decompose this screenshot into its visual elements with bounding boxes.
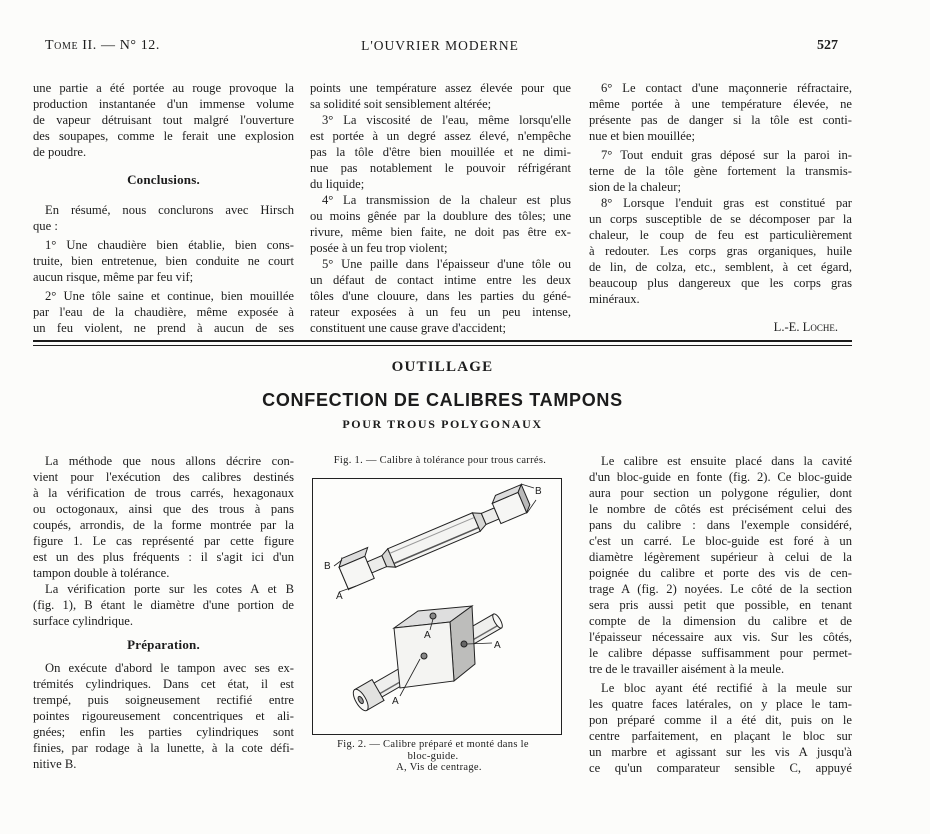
text-line: 2° Une tôle saine et continue, bien mouillée [45, 289, 294, 303]
volume-issue: Tome II. — N° 12. [45, 38, 161, 53]
text-line: poignée du calibre et porte des vis de cen- [589, 566, 852, 580]
text-line: est un des plus fréquents : il s'agit ici d'un [33, 550, 294, 564]
text-line: nitive B. [33, 757, 77, 771]
text-line: centre parfaitement, en plaçant le bloc sur [589, 729, 852, 743]
text-line: sa solidité soit sensiblement altérée; [310, 97, 492, 111]
text-line: par l'eau de la chaudière, même exposée à [33, 305, 294, 319]
text-line: diamètre légèrement supérieur à celui de la [589, 550, 852, 564]
paragraph [310, 112, 571, 192]
paragraph [33, 237, 294, 285]
journal-title: L'OUVRIER MODERNE [361, 38, 519, 53]
text-line: terne de la tôle gène fortement la transmis- [589, 164, 852, 178]
paragraph [33, 660, 294, 772]
text-line: que : [33, 219, 58, 233]
heading-preparation: Préparation. [127, 637, 200, 652]
text-line: est portée à un degré assez élevé, n'empêche [310, 129, 571, 143]
fig1-label-b-left: B [324, 561, 331, 572]
text-line: trempé, puis soigneusement rectifié entre [33, 693, 294, 707]
text-line: c'est un carré. Le bloc-guide est foré à un [589, 534, 852, 548]
paragraph [33, 453, 294, 581]
paragraph [589, 147, 852, 195]
text-line: compte de la dimension du calibre et de [589, 614, 852, 628]
text-line: d'un bloc-guide en fonte (fig. 2). Ce bloc-guide [589, 470, 852, 484]
fig2-label-a-right: A [494, 640, 501, 651]
fig1-caption: Fig. 1. — Calibre à tolérance pour trous carrés. [333, 455, 547, 466]
prev-article-column-3 [589, 80, 852, 335]
centering-screw [461, 641, 467, 647]
text-line: gnées; enfin les parties cylindriques sont [33, 725, 294, 739]
text-line: truite, bien entretenue, bien conduite ne court [33, 254, 294, 268]
text-line: Le calibre est ensuite placé dans la cavité [601, 454, 852, 468]
text-line: 7° Tout enduit gras déposé sur la paroi in- [601, 148, 852, 162]
text-line: de poudre. [33, 145, 87, 159]
text-line: La méthode que nous allons décrire con- [45, 454, 294, 468]
article-subtitle: POUR TROUS POLYGONAUX [342, 417, 543, 431]
paragraph [310, 256, 571, 336]
text-line: du liquide; [310, 177, 365, 191]
text-line: ou octogonaux, ainsi que des trous à pans [33, 502, 294, 516]
text-line: un feu violent, ne prend à aucun de ses [33, 321, 294, 335]
text-line: présente pas de danger si la tôle est conti- [589, 113, 852, 127]
text-line: surface cylindrique. [33, 614, 134, 628]
text-line: 5° Une paille dans l'épaisseur d'une tôle ou [322, 257, 571, 271]
paragraph [33, 288, 294, 336]
text-line: tre de le travailler aisément à la meule. [589, 662, 785, 676]
paragraph [33, 80, 294, 160]
text-line: minéraux. [589, 292, 640, 306]
text-line: trage A (fig. 2) noyées. Le côté de la section [589, 582, 852, 596]
text-line: 6° Le contact d'une maçonnerie réfractaire, [601, 81, 852, 95]
text-line: Le bloc ayant été rectifié à la meule sur [601, 681, 852, 695]
article-column-1 [33, 453, 294, 772]
text-line: sera pris aussi petit que possible, en tenant [589, 598, 852, 612]
paragraph [589, 680, 852, 776]
separator-rule-thin [33, 345, 852, 346]
text-line: nue pas notablement le pouvoir réfrigérant [310, 161, 571, 175]
text-line: 8° Lorsque l'enduit gras est constitué par [601, 196, 852, 210]
prev-article-column-2 [310, 80, 571, 336]
text-line: production instantanée d'un immense volume [33, 97, 294, 111]
text-line: chaleur, le coup de feu est particulièrement [589, 228, 852, 242]
fig2-caption [308, 739, 558, 774]
text-line: rivure, même bien faite, ne doit pas être ex- [310, 225, 571, 239]
text-line: à la vérification de trous carrés, hexagonaux [33, 486, 294, 500]
text-line: l'épaisseur nécessaire aux vis. Sur les côtés, [589, 630, 852, 644]
text-line: pas la tôle d'être bien mouillée et ne dimi- [310, 145, 571, 159]
paragraph [589, 80, 852, 144]
text-line: ou moins gênée par la doublure des tôles; une [310, 209, 571, 223]
fig2-caption-legend: A, Vis de centrage. [396, 762, 482, 773]
text-line: rateur exposées à un feu un peu intense, [310, 305, 571, 319]
fig1-label-b-top: B [535, 486, 542, 497]
text-line: 3° La viscosité de l'eau, même lorsqu'elle [322, 113, 571, 127]
paragraph [310, 80, 571, 112]
text-line: pointes rigoureusement concentriques et ali- [33, 709, 294, 723]
paragraph [310, 192, 571, 256]
paragraph [33, 202, 294, 234]
text-line: aucun risque, même par feu vif; [33, 270, 194, 284]
text-line: des soupapes, comme le ferait une explosion [33, 129, 294, 143]
text-line: En résumé, nous conclurons avec Hirsch [45, 203, 294, 217]
paragraph [33, 581, 294, 629]
text-line: constituent une cause grave d'accident; [310, 321, 506, 335]
text-line: sion de la chaleur; [589, 180, 681, 194]
text-line: les quatre faces latérales, on y place le tam- [589, 697, 852, 711]
text-line: trémités cylindriques. Dans cet état, il est [33, 677, 294, 691]
paragraph [589, 453, 852, 677]
text-line: de lin, de colza, etc., semblent, à cet égard, [589, 260, 852, 274]
text-line: le nombre de côtés est précisément celui des [589, 502, 852, 516]
text-line: coupés, arrondis, de la forme montrée par la [33, 518, 294, 532]
text-line: On exécute d'abord le tampon avec ses ex- [45, 661, 294, 675]
centering-screw [421, 653, 427, 659]
fig2-caption-line: bloc-guide. [407, 750, 459, 762]
text-line: 1° Une chaudière bien établie, bien cons- [45, 238, 294, 252]
fig2-caption-line: Fig. 2. — Calibre préparé et monté dans le [337, 739, 529, 750]
text-line: points une température assez élevée pour que [310, 81, 571, 95]
text-line: tôles d'une clouure, dans les parties du géné- [310, 289, 571, 303]
text-line: un défaut de contact intime entre les deux [310, 273, 571, 287]
fig2-label-a-top: A [424, 630, 431, 641]
text-line: le calibre dépasse suffisamment pour permet- [589, 646, 852, 660]
text-line: de vapeur détruisant tout malgré l'ouverture [33, 113, 294, 127]
text-line: à redouter. Les corps gras organiques, huile [589, 244, 852, 258]
text-line: beaucoup plus dangereux que les corps gras [589, 276, 852, 290]
article-column-3 [589, 453, 852, 776]
text-line: vient pour l'exécution des calibres destinés [33, 470, 294, 484]
text-line: posée à un feu trop violent; [310, 241, 448, 255]
text-line: même portée à une température élevée, ne [589, 97, 852, 111]
text-line: un corps susceptible de se décomposer par la [589, 212, 852, 226]
text-line: La vérification porte sur les cotes A et B [45, 582, 294, 596]
text-line: pon préparé comme il a été dit, puis on le [589, 713, 852, 727]
article-title: CONFECTION DE CALIBRES TAMPONS [262, 390, 623, 410]
text-line: tampon double à tolérance. [33, 566, 170, 580]
heading-conclusions: Conclusions. [127, 172, 200, 187]
author-signature: L.-E. Loche. [773, 320, 838, 334]
fig2-label-a-left: A [392, 696, 399, 707]
figure-frame [313, 479, 562, 735]
page-number: 527 [817, 38, 838, 53]
text-line: nue et bien mouillée; [589, 129, 695, 143]
centering-screw [430, 613, 436, 619]
text-line: pans du calibre : dans l'exemple considéré, [589, 518, 852, 532]
paragraph [589, 195, 852, 307]
fig1-label-a-left: A [336, 591, 343, 602]
text-line: finies, par rodage à la lunette, à la cote défi- [33, 741, 294, 755]
separator-rule-thick [33, 340, 852, 342]
prev-article-column-1 [33, 80, 294, 336]
text-line: aura pour section un polygone régulier, dont [589, 486, 852, 500]
text-line: 4° La transmission de la chaleur est plus [322, 193, 571, 207]
text-line: une partie a été portée au rouge provoque la [33, 81, 294, 95]
text-line: figure 1. Le cas représenté par cette figure [33, 534, 294, 548]
text-line: ce qu'un comparateur sensible C, appuyé [589, 761, 852, 775]
text-line: (fig. 1), B étant le diamètre d'une portion de [33, 598, 294, 612]
text-line: un marbre et agissant sur les vis A jusqu'à [589, 745, 852, 759]
section-label: OUTILLAGE [391, 359, 494, 375]
figure-drawings [312, 478, 562, 735]
